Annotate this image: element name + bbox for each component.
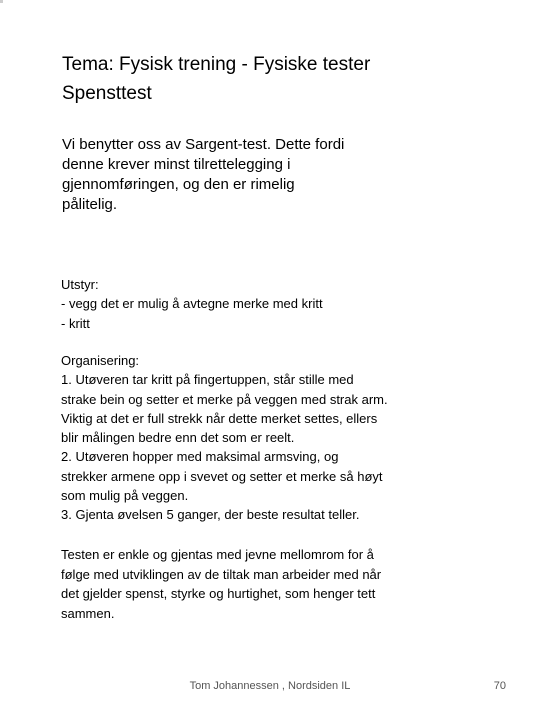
intro-line: pålitelig.	[62, 196, 118, 213]
equipment-item: - kritt	[61, 315, 90, 331]
intro-line: gjennomføringen, og den er rimelig	[62, 176, 295, 193]
intro-paragraph	[62, 135, 482, 215]
conclusion-paragraph	[61, 545, 501, 623]
title-line-1: Tema: Fysisk trening - Fysiske tester	[62, 54, 371, 75]
conclusion-line: Testen er enkle og gjentas med jevne mellomrom for å	[61, 547, 374, 562]
equipment-heading: Utstyr:	[61, 277, 99, 292]
organisation-line: 3. Gjenta øvelsen 5 ganger, der beste resultat teller.	[61, 507, 360, 523]
page-title	[62, 50, 512, 108]
organisation-line: som mulig på veggen.	[61, 488, 189, 504]
organisation-heading: Organisering:	[61, 353, 140, 368]
page-number: 70	[493, 680, 506, 692]
organisation-line: strekker armene opp i svevet og setter et merke så høyt	[61, 468, 383, 484]
conclusion-line: følge med utviklingen av de tiltak man arbeider med når	[61, 566, 382, 582]
footer-author: Tom Johannessen , Nordsiden IL	[189, 680, 351, 692]
intro-line: denne krever minst tilrettelegging i	[62, 156, 291, 173]
equipment-section	[61, 275, 501, 333]
conclusion-line: det gjelder spenst, styrke og hurtighet, som henger tett	[61, 586, 376, 601]
organisation-line: 1. Utøveren tar kritt på fingertuppen, står stille med	[61, 372, 354, 388]
intro-line: Vi benytter oss av Sargent-test. Dette fordi	[62, 136, 345, 153]
conclusion-line: sammen.	[61, 605, 115, 621]
title-line-2: Spensttest	[62, 83, 152, 104]
equipment-item: - vegg det er mulig å avtegne merke med kritt	[61, 296, 323, 312]
corner-mark	[0, 0, 3, 3]
organisation-line: Viktig at det er full strekk når dette merket settes, ellers	[61, 410, 378, 426]
organisation-line: 2. Utøveren hopper med maksimal armsving, og	[61, 449, 339, 465]
organisation-line: strake bein og setter et merke på veggen med strak arm.	[61, 391, 388, 407]
organisation-line: blir målingen bedre enn det som er reelt.	[61, 430, 295, 446]
organisation-section	[61, 351, 501, 525]
